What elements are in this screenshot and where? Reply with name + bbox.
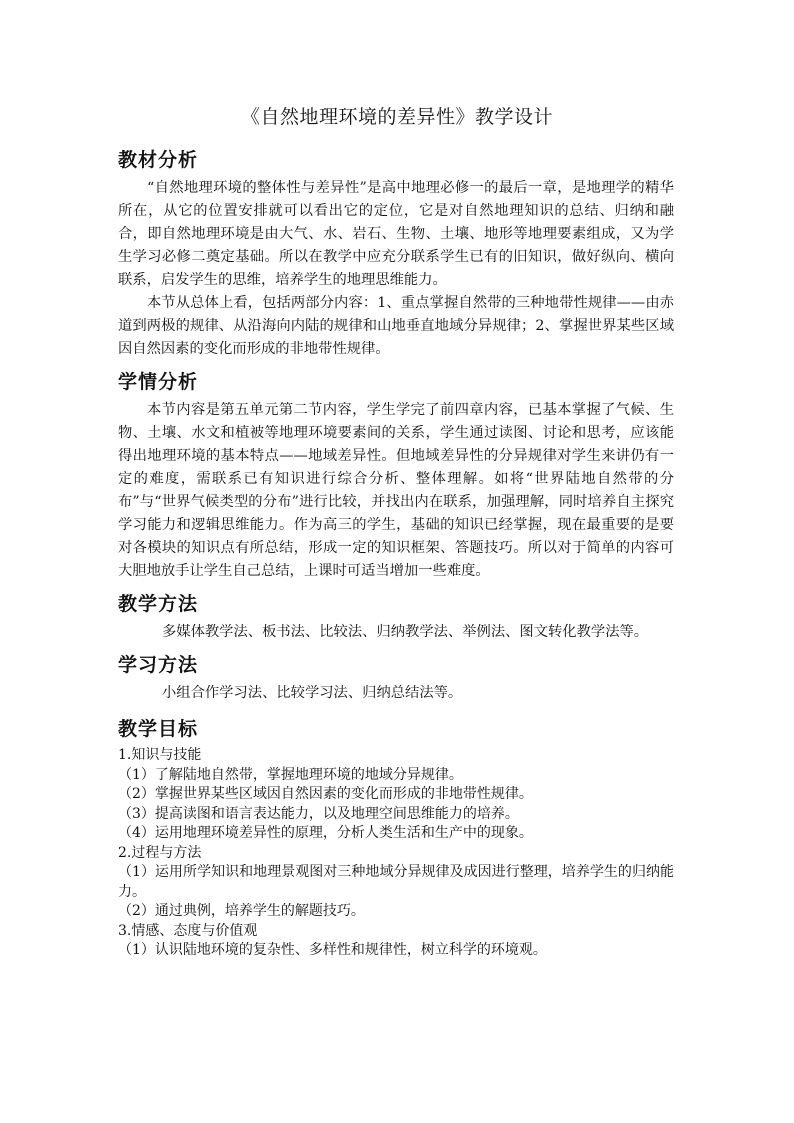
teaching-methods-paragraph: 多媒体教学法、板书法、比较法、归纳教学法、举例法、图文转化教学法等。	[162, 624, 649, 640]
section-learning-methods	[118, 648, 674, 705]
goal-item: （4）运用地理环境差异性的原理，分析人类生活和生产中的现象。	[118, 825, 533, 841]
section-materials-analysis	[118, 143, 674, 361]
learning-methods-paragraph: 小组合作学习法、比较学习法、归纳总结法等。	[162, 685, 463, 701]
document-title: 《自然地理环境的差异性》教学设计	[240, 106, 553, 128]
section-heading-materials: 教材分析	[118, 149, 199, 171]
goal-category-values: 3.情感、态度与价值观	[118, 922, 258, 939]
students-paragraph-1: 本节内容是第五单元第二节内容，学生学完了前四章内容，已基本掌握了气候、生物、土壤、水文和植被等地理环境要素间的关系，学生通过读图、讨论和思考，应该能得出地理环境的基本特点——地域差异性。但地域差异性的分异规律对学生来讲仍有一定的难度，需联系已有知识进行综合分析、整体理解。如将“世界陆地自然带的分布”与“世界气候类型的分布”进行比较，并找出内在联系，加强理解，同时培养自主探究学习能力和逻辑思维能力。作为高三的学生，基础的知识已经掌握，现在最重要的是要对各模块的知识点有所总结，形成一定的知识框架、答题技巧。所以对于简单的内容可大胆地放手让学生自己总结，上课时可适当增加一些难度。	[118, 402, 674, 579]
goal-item: （3）提高读图和语言表达能力，以及地理空间思维能力的培养。	[118, 805, 519, 822]
section-teaching-goals	[118, 712, 674, 961]
goal-item: （1）认识陆地环境的复杂性、多样性和规律性，树立科学的环境观。	[118, 942, 547, 958]
goal-item: （2）通过典例，培养学生的解题技巧。	[118, 903, 365, 919]
section-heading-teaching-methods: 教学方法	[118, 593, 199, 615]
section-heading-goals: 教学目标	[118, 718, 199, 740]
materials-paragraph-2: 本节从总体上看，包括两部分内容：1、重点掌握自然带的三种地带性规律——由赤道到两极的规律、从沿海向内陆的规律和山地垂直地域分异规律；2、掌握世界某些区域因自然因素的变化而形成的非地带性规律。	[118, 295, 674, 357]
goal-category-process: 2.过程与方法	[118, 844, 202, 861]
goal-item: （1）运用所学知识和地理景观图对三种地域分异规律及成因进行整理，培养学生的归纳能力。	[118, 864, 674, 900]
section-heading-students: 学情分析	[118, 371, 199, 393]
materials-paragraph-1: “自然地理环境的整体性与差异性”是高中地理必修一的最后一章，是地理学的精华所在，从它的位置安排就可以看出它的定位，它是对自然地理知识的总结、归纳和融合，即自然地理环境是由大气、水、岩石、生物、土壤、地形等地理要素组成，又为学生学习必修二奠定基础。所以在教学中应充分联系学生已有的旧知识，做好纵向、横向联系，启发学生的思维，培养学生的地理思维能力。	[118, 180, 674, 288]
goal-item: （2）掌握世界某些区域因自然因素的变化而形成的非地带性规律。	[118, 786, 533, 802]
section-heading-learning-methods: 学习方法	[118, 654, 199, 676]
goal-item: （1）了解陆地自然带，掌握地理环境的地域分异规律。	[118, 766, 463, 783]
section-teaching-methods	[118, 587, 674, 644]
goal-category-knowledge: 1.知识与技能	[118, 747, 202, 763]
section-student-analysis	[118, 365, 674, 583]
document-body	[118, 143, 674, 961]
